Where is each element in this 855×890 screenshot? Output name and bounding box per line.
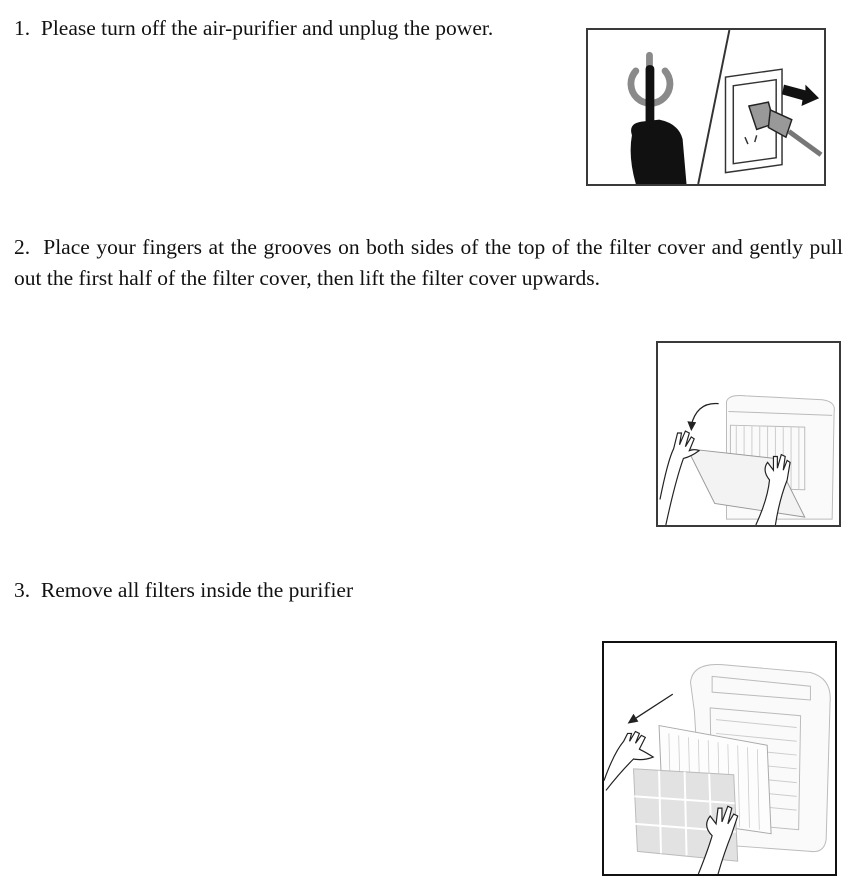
curved-arrow-icon (691, 404, 718, 426)
step-number: 2. (14, 235, 31, 259)
step-2-text (14, 232, 843, 294)
power-off-and-unplug-illustration (586, 28, 826, 186)
step-3-text (14, 575, 353, 606)
left-hand-icon (660, 431, 699, 525)
pull-arrow-icon (633, 694, 672, 720)
step-number: 1. (14, 16, 31, 40)
pull-arrow-icon (782, 85, 819, 106)
remove-filter-cover-illustration (656, 341, 841, 527)
step-instruction: Remove all filters inside the purifier (40, 578, 354, 602)
remove-filters-illustration (602, 641, 837, 876)
filter-cover-drawing (658, 343, 839, 525)
power-unplug-drawing (588, 30, 824, 184)
step-number: 3. (14, 578, 31, 602)
step-instruction: Please turn off the air-purifier and unplug the power. (40, 16, 494, 40)
step-instruction: Place your fingers at the grooves on both sides of the top of the filter cover and gently pull out the first half of the filter cover, then lift the filter cover upwards. (14, 235, 844, 290)
step-1-text (14, 13, 493, 44)
filters-drawing (604, 643, 835, 874)
pressing-hand-icon (631, 65, 687, 184)
